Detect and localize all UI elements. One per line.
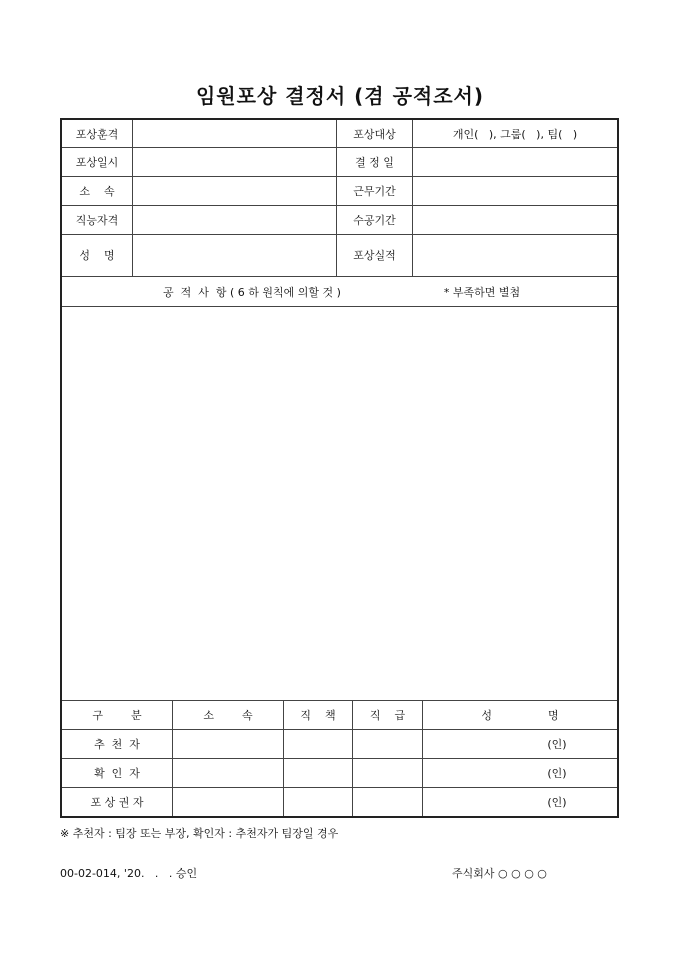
- field-contribution-period[interactable]: [413, 205, 617, 234]
- field-name[interactable]: [133, 234, 336, 276]
- label-award-date: 포상일시: [75, 155, 119, 169]
- label-affiliation: 소 속: [79, 184, 115, 198]
- label-award-grade: 포상훈격: [75, 127, 119, 141]
- field-award-target[interactable]: 개인( ), 그룹( ), 팀( ): [452, 127, 578, 141]
- seal-mark: (인): [547, 766, 567, 780]
- label-award-record: 포상실적: [353, 249, 396, 262]
- sig-header-rank: 직 급: [369, 708, 406, 722]
- field-work-period[interactable]: [413, 176, 617, 205]
- label-work-period: 근무기간: [353, 184, 396, 198]
- field-award-date[interactable]: [133, 147, 336, 176]
- footer-note: ※ 추천자 : 팀장 또는 부장, 확인자 : 추천자가 팀장일 경우: [60, 827, 339, 840]
- sig-header-duty: 직 책: [300, 708, 336, 722]
- field-affiliation[interactable]: [133, 176, 336, 205]
- field-decision-date[interactable]: [413, 147, 617, 176]
- sig-row-recommender: 추 천 자: [94, 737, 140, 751]
- sig-header-name: 성 명: [481, 708, 559, 722]
- form-table: [60, 118, 619, 818]
- seal-mark: (인): [547, 795, 567, 809]
- form-number: 00-02-014, '20. . . 승인: [60, 867, 198, 880]
- seal-mark: (인): [547, 737, 567, 751]
- label-qualification: 직능자격: [75, 213, 119, 227]
- attachment-note: * 부족하면 별첨: [443, 285, 521, 299]
- label-name: 성 명: [79, 249, 115, 262]
- sig-header-affiliation: 소 속: [203, 708, 253, 722]
- sig-row-authority: 포 상 권 자: [90, 795, 144, 809]
- document-title: 임원포상 결정서 (겸 공적조서): [195, 84, 484, 108]
- merit-body-field[interactable]: [62, 307, 617, 700]
- company-name: 주식회사 ○ ○ ○ ○: [452, 867, 547, 880]
- sig-row-confirmer: 확 인 자: [94, 766, 140, 780]
- field-award-record[interactable]: [413, 234, 617, 276]
- label-award-target: 포상대상: [353, 127, 396, 141]
- label-decision-date: 결 정 일: [355, 155, 394, 169]
- merit-header: 공 적 사 항 ( 6 하 원칙에 의할 것 ): [163, 285, 341, 299]
- sig-header-category: 구 분: [92, 708, 142, 722]
- label-contribution-period: 수공기간: [353, 213, 396, 227]
- field-qualification[interactable]: [133, 205, 336, 234]
- field-award-grade[interactable]: [133, 120, 336, 147]
